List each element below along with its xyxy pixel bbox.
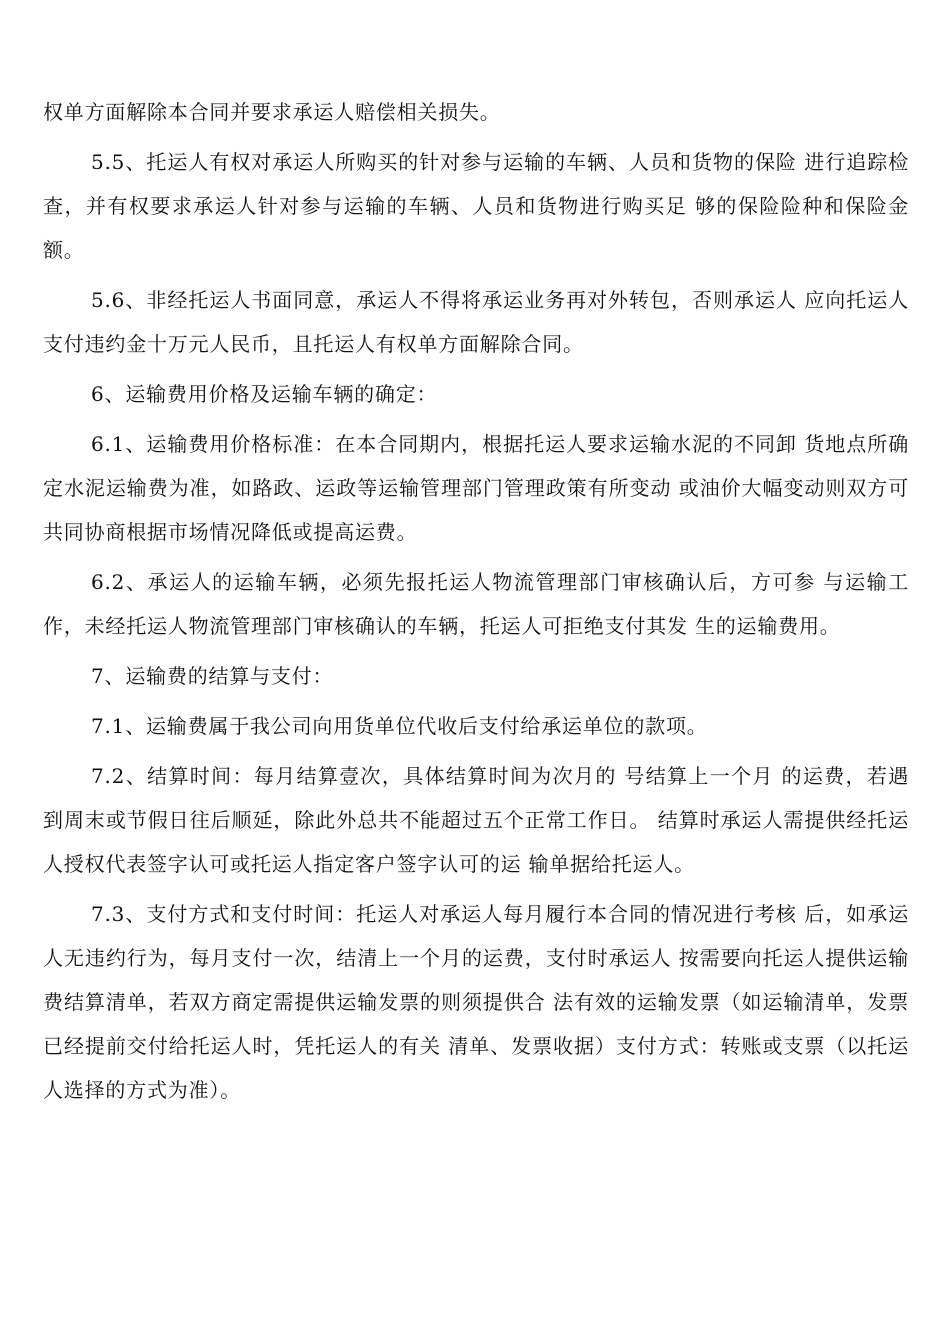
paragraph-7-3: 7.3、支付方式和支付时间：托运人对承运人每月履行本合同的情况进行考核 后，如承运人无违约行为，每月支付一次，结清上一个月的运费，支付时承运人 按需要向托运人提供运输费结算清单，若双方商定需提供运输发票的则须提供合 法有效的运输发票（如运输清单，发票已经提前交付给托运人时，凭托运人的有关 清单、发票收据）支付方式：转账或支票（以托运人选择的方式为准）。: [43, 902, 909, 1102]
document-body: [43, 90, 909, 1118]
paragraph-5-6: 5.6、非经托运人书面同意，承运人不得将承运业务再对外转包，否则承运人 应向托运人支付违约金十万元人民币，且托运人有权单方面解除合同。: [43, 288, 909, 356]
section-heading-7: 7、运输费的结算与支付：: [91, 664, 334, 688]
paragraph-7-2: 7.2、结算时间：每月结算壹次，具体结算时间为次月的 号结算上一个月 的运费，若遇到周末或节假日往后顺延，除此外总共不能超过五个正常工作日。 结算时承运人需提供经托运人授权代表签字认可或托运人指定客户签字认可的运 输单据给托运人。: [43, 764, 909, 876]
paragraph-6-1: 6.1、运输费用价格标准：在本合同期内，根据托运人要求运输水泥的不同卸 货地点所确定水泥运输费为准，如路政、运政等运输管理部门管理政策有所变动 或油价大幅变动则双方可共同协商根据市场情况降低或提高运费。: [43, 432, 909, 544]
section-heading-6: 6、运输费用价格及运输车辆的确定：: [91, 382, 438, 406]
paragraph-7-1: 7.1、运输费属于我公司向用货单位代收后支付给承运单位的款项。: [91, 714, 708, 738]
paragraph-continuation: 权单方面解除本合同并要求承运人赔偿相关损失。: [43, 100, 501, 124]
paragraph-5-5: 5.5、托运人有权对承运人所购买的针对参与运输的车辆、人员和货物的保险 进行追踪检查，并有权要求承运人针对参与运输的车辆、人员和货物进行购买足 够的保险险种和保险金额。: [43, 150, 909, 262]
paragraph-6-2: 6.2、承运人的运输车辆，必须先报托运人物流管理部门审核确认后，方可参 与运输工作，未经托运人物流管理部门审核确认的车辆，托运人可拒绝支付其发 生的运输费用。: [43, 570, 909, 638]
